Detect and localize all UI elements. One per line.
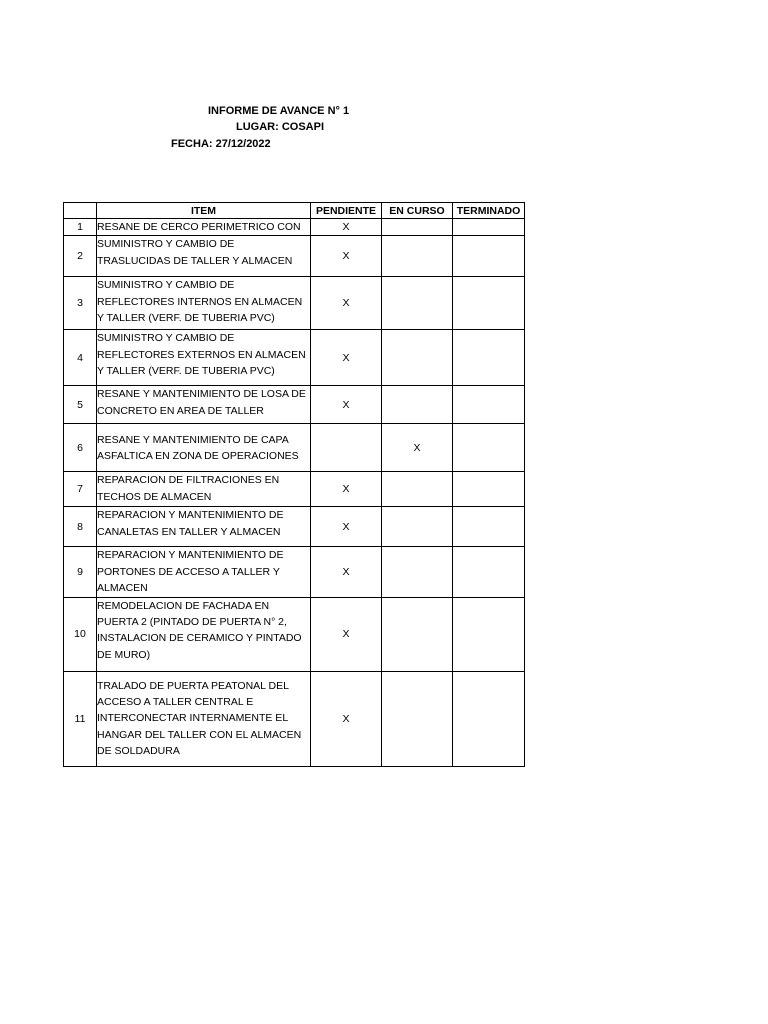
row-in-progress-mark	[382, 671, 453, 766]
table-row	[64, 671, 525, 766]
row-finished-mark	[453, 507, 525, 547]
table-row	[64, 236, 525, 277]
row-item: TRALADO DE PUERTA PEATONAL DEL ACCESO A TALLER CENTRAL E INTERCONECTAR INTERNAMENTE EL HANGAR DEL TALLER CON EL ALMACEN DE SOLDADURA	[97, 671, 311, 766]
row-in-progress-mark	[382, 547, 453, 597]
table-row	[64, 547, 525, 597]
row-in-progress-mark	[382, 219, 453, 236]
row-pending-mark: X	[311, 236, 382, 277]
report-location: LUGAR: COSAPI	[236, 121, 324, 133]
row-finished-mark	[453, 424, 525, 472]
row-number: 11	[64, 671, 97, 766]
progress-table	[63, 202, 525, 767]
row-pending-mark: X	[311, 507, 382, 547]
row-finished-mark	[453, 330, 525, 386]
row-in-progress-mark	[382, 472, 453, 507]
table-header-row	[64, 203, 525, 219]
row-item: RESANE DE CERCO PERIMETRICO CON	[97, 219, 311, 236]
row-number: 4	[64, 330, 97, 386]
row-item: SUMINISTRO Y CAMBIO DE REFLECTORES INTERNOS EN ALMACEN Y TALLER (VERF. DE TUBERIA PVC)	[97, 277, 311, 330]
row-in-progress-mark	[382, 330, 453, 386]
row-number: 2	[64, 236, 97, 277]
report-date: FECHA: 27/12/2022	[171, 138, 271, 150]
row-in-progress-mark	[382, 507, 453, 547]
column-header-pending: PENDIENTE	[311, 203, 382, 219]
row-item: RESANE Y MANTENIMIENTO DE LOSA DE CONCRETO EN AREA DE TALLER	[97, 386, 311, 424]
row-pending-mark: X	[311, 547, 382, 597]
table-row	[64, 507, 525, 547]
column-header-in-progress: EN CURSO	[382, 203, 453, 219]
column-header-item: ITEM	[97, 203, 311, 219]
row-number: 8	[64, 507, 97, 547]
row-pending-mark: X	[311, 277, 382, 330]
row-item: SUMINISTRO Y CAMBIO DE TRASLUCIDAS DE TALLER Y ALMACEN	[97, 236, 311, 277]
row-pending-mark: X	[311, 671, 382, 766]
row-item: SUMINISTRO Y CAMBIO DE REFLECTORES EXTERNOS EN ALMACEN Y TALLER (VERF. DE TUBERIA PVC)	[97, 330, 311, 386]
row-in-progress-mark	[382, 386, 453, 424]
row-pending-mark: X	[311, 597, 382, 671]
row-in-progress-mark	[382, 277, 453, 330]
row-number: 6	[64, 424, 97, 472]
row-number: 3	[64, 277, 97, 330]
row-pending-mark: X	[311, 330, 382, 386]
column-header-finished: TERMINADO	[453, 203, 525, 219]
row-pending-mark: X	[311, 386, 382, 424]
table-row	[64, 219, 525, 236]
row-finished-mark	[453, 386, 525, 424]
row-number: 9	[64, 547, 97, 597]
table-row	[64, 277, 525, 330]
row-item: REPARACION Y MANTENIMIENTO DE CANALETAS EN TALLER Y ALMACEN	[97, 507, 311, 547]
table-row	[64, 386, 525, 424]
row-in-progress-mark: X	[382, 424, 453, 472]
row-pending-mark: X	[311, 219, 382, 236]
row-finished-mark	[453, 277, 525, 330]
report-title: INFORME DE AVANCE N° 1	[208, 105, 350, 117]
row-number: 1	[64, 219, 97, 236]
table-row	[64, 330, 525, 386]
row-item: REPARACION Y MANTENIMIENTO DE PORTONES DE ACCESO A TALLER Y ALMACEN	[97, 547, 311, 597]
row-number: 10	[64, 597, 97, 671]
row-finished-mark	[453, 547, 525, 597]
row-item: RESANE Y MANTENIMIENTO DE CAPA ASFALTICA EN ZONA DE OPERACIONES	[97, 424, 311, 472]
row-in-progress-mark	[382, 597, 453, 671]
row-number: 5	[64, 386, 97, 424]
row-item: REMODELACION DE FACHADA EN PUERTA 2 (PINTADO DE PUERTA N° 2, INSTALACION DE CERAMICO Y PINTADO DE MURO)	[97, 597, 311, 671]
row-finished-mark	[453, 597, 525, 671]
table-row	[64, 472, 525, 507]
column-header-number	[64, 203, 97, 219]
row-finished-mark	[453, 472, 525, 507]
row-pending-mark	[311, 424, 382, 472]
row-finished-mark	[453, 219, 525, 236]
table-row	[64, 597, 525, 671]
row-number: 7	[64, 472, 97, 507]
row-pending-mark: X	[311, 472, 382, 507]
row-item: REPARACION DE FILTRACIONES EN TECHOS DE ALMACEN	[97, 472, 311, 507]
table-row	[64, 424, 525, 472]
row-in-progress-mark	[382, 236, 453, 277]
row-finished-mark	[453, 671, 525, 766]
row-finished-mark	[453, 236, 525, 277]
